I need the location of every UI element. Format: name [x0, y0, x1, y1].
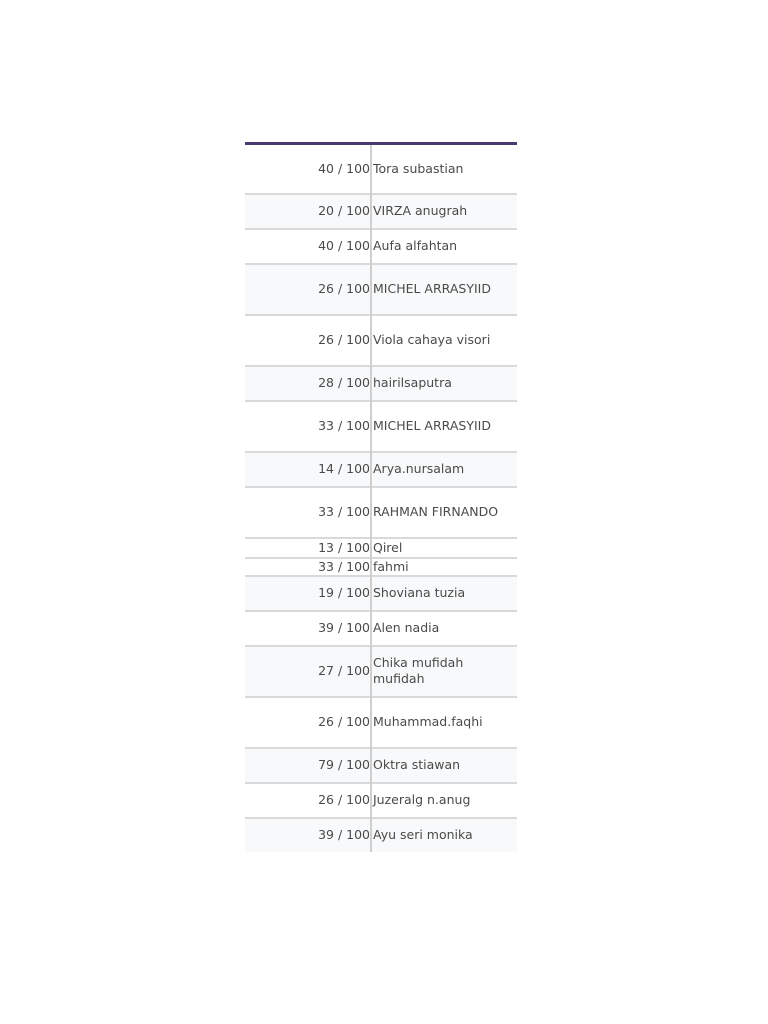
name-cell: Ayu seri monika [371, 818, 517, 852]
table-row [245, 538, 517, 558]
score-cell: 79 / 100 [245, 748, 371, 783]
score-cell: 26 / 100 [245, 697, 371, 748]
name-cell: Viola cahaya visori [373, 332, 491, 347]
name-cell: Tora subastian [373, 160, 464, 176]
score-cell: 33 / 100 [245, 487, 371, 538]
table-row [245, 264, 517, 315]
table-row [245, 611, 517, 646]
table-row [245, 452, 517, 487]
name-cell: Aufa alfahtan [373, 238, 458, 253]
name-cell: MICHEL ARRASYIID [373, 418, 491, 433]
table-row [245, 194, 517, 229]
name-cell: MICHEL ARRASYIID [371, 264, 517, 315]
table-row [245, 315, 517, 366]
score-cell: 20 / 100 [245, 194, 371, 229]
table-row [245, 144, 517, 194]
table-row [245, 401, 517, 452]
name-cell: Alen nadia [373, 620, 440, 635]
table-row [245, 558, 517, 576]
score-cell: 14 / 100 [245, 452, 371, 487]
name-cell: Shoviana tuzia [371, 576, 517, 611]
name-cell: Chika mufidah mufidah [371, 646, 517, 697]
score-cell: 39 / 100 [245, 611, 371, 646]
name-cell: Muhammad.faqhi [373, 714, 483, 729]
score-cell: 27 / 100 [245, 646, 371, 697]
table-row [245, 487, 517, 538]
score-cell: 26 / 100 [245, 264, 371, 315]
score-cell: 40 / 100 [245, 229, 371, 264]
score-table [245, 142, 517, 852]
name-cell: Juzeralg n.anug [373, 792, 471, 807]
table-row [245, 366, 517, 401]
name-cell: Qirel [373, 539, 403, 555]
score-cell: 26 / 100 [245, 315, 371, 366]
table-row [245, 697, 517, 748]
score-cell: 28 / 100 [245, 366, 371, 401]
table-row [245, 818, 517, 852]
score-cell: 33 / 100 [245, 401, 371, 452]
score-cell: 19 / 100 [245, 576, 371, 611]
name-cell: VIRZA anugrah [371, 194, 517, 229]
name-cell: Arya.nursalam [371, 452, 517, 487]
score-cell: 39 / 100 [245, 818, 371, 852]
score-cell: 40 / 100 [245, 144, 371, 194]
name-cell: Oktra stiawan [371, 748, 517, 783]
score-cell: 33 / 100 [245, 558, 371, 576]
name-cell: hairilsaputra [371, 366, 517, 401]
table-row [245, 748, 517, 783]
table-row [245, 783, 517, 818]
name-cell: RAHMAN FIRNANDO [373, 504, 499, 519]
table-row [245, 576, 517, 611]
score-table-container [245, 142, 517, 852]
score-cell: 26 / 100 [245, 783, 371, 818]
score-cell: 13 / 100 [245, 538, 371, 558]
table-row [245, 229, 517, 264]
table-row [245, 646, 517, 697]
name-cell: fahmi [373, 558, 409, 574]
